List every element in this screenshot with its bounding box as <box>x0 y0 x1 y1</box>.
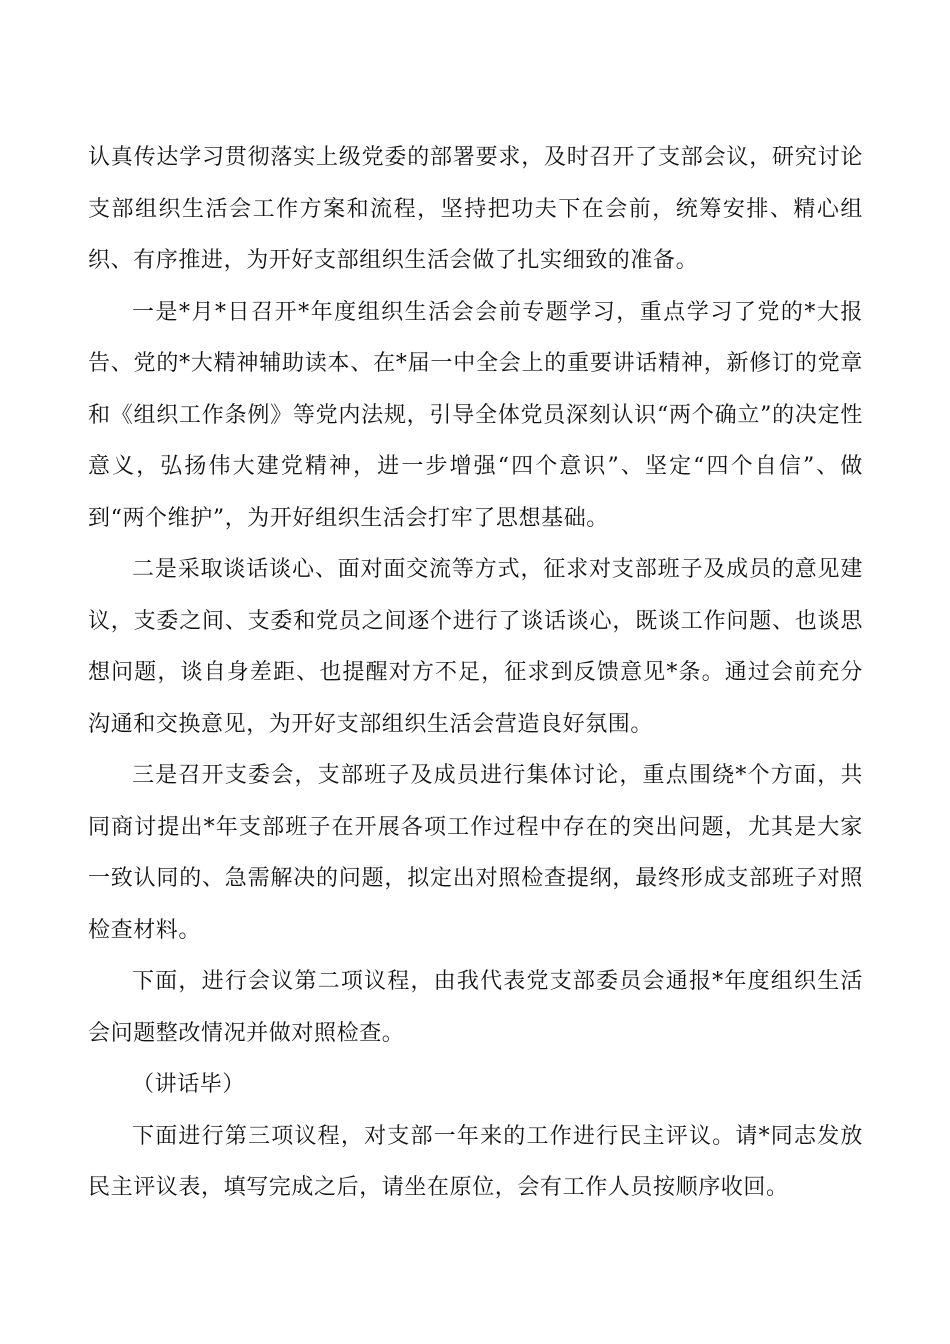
paragraph-3: 二是采取谈话谈心、面对面交流等方式，征求对支部班子及成员的意见建议，支委之间、支委和党员之间逐个进行了谈话谈心，既谈工作问题、也谈思想问题，谈自身差距、也提醒对方不足，征求到反馈意见*条。通过会前充分沟通和交换意见，为开好支部组织生活会营造良好氛围。 <box>88 557 863 737</box>
document-page <box>88 132 863 1214</box>
paragraph-1: 认真传达学习贯彻落实上级党委的部署要求，及时召开了支部会议，研究讨论支部组织生活会工作方案和流程，坚持把功夫下在会前，统筹安排、精心组织、有序推进，为开好支部组织生活会做了扎实细致的准备。 <box>88 145 863 273</box>
paragraph-4: 三是召开支委会，支部班子及成员进行集体讨论，重点围绕*个方面，共同商讨提出*年支部班子在开展各项工作过程中存在的突出问题，尤其是大家一致认同的、急需解决的问题，拟定出对照检查提纲，最终形成支部班子对照检查材料。 <box>88 763 863 943</box>
paragraph-5: 下面，进行会议第二项议程，由我代表党支部委员会通报*年度组织生活会问题整改情况并做对照检查。 <box>88 969 863 1046</box>
paragraph-6: （讲话毕） <box>132 1072 246 1097</box>
paragraph-2: 一是*月*日召开*年度组织生活会会前专题学习，重点学习了党的*大报告、党的*大精神辅助读本、在*届一中全会上的重要讲话精神，新修订的党章和《组织工作条例》等党内法规，引导全体党员深刻认识“两个确立”的决定性意义，弘扬伟大建党精神，进一步增强“四个意识”、坚定“四个自信”、做到“两个维护”，为开好组织生活会打牢了思想基础。 <box>88 299 863 531</box>
paragraph-7: 下面进行第三项议程，对支部一年来的工作进行民主评议。请*同志发放民主评议表，填写完成之后，请坐在原位，会有工作人员按顺序收回。 <box>88 1123 863 1200</box>
